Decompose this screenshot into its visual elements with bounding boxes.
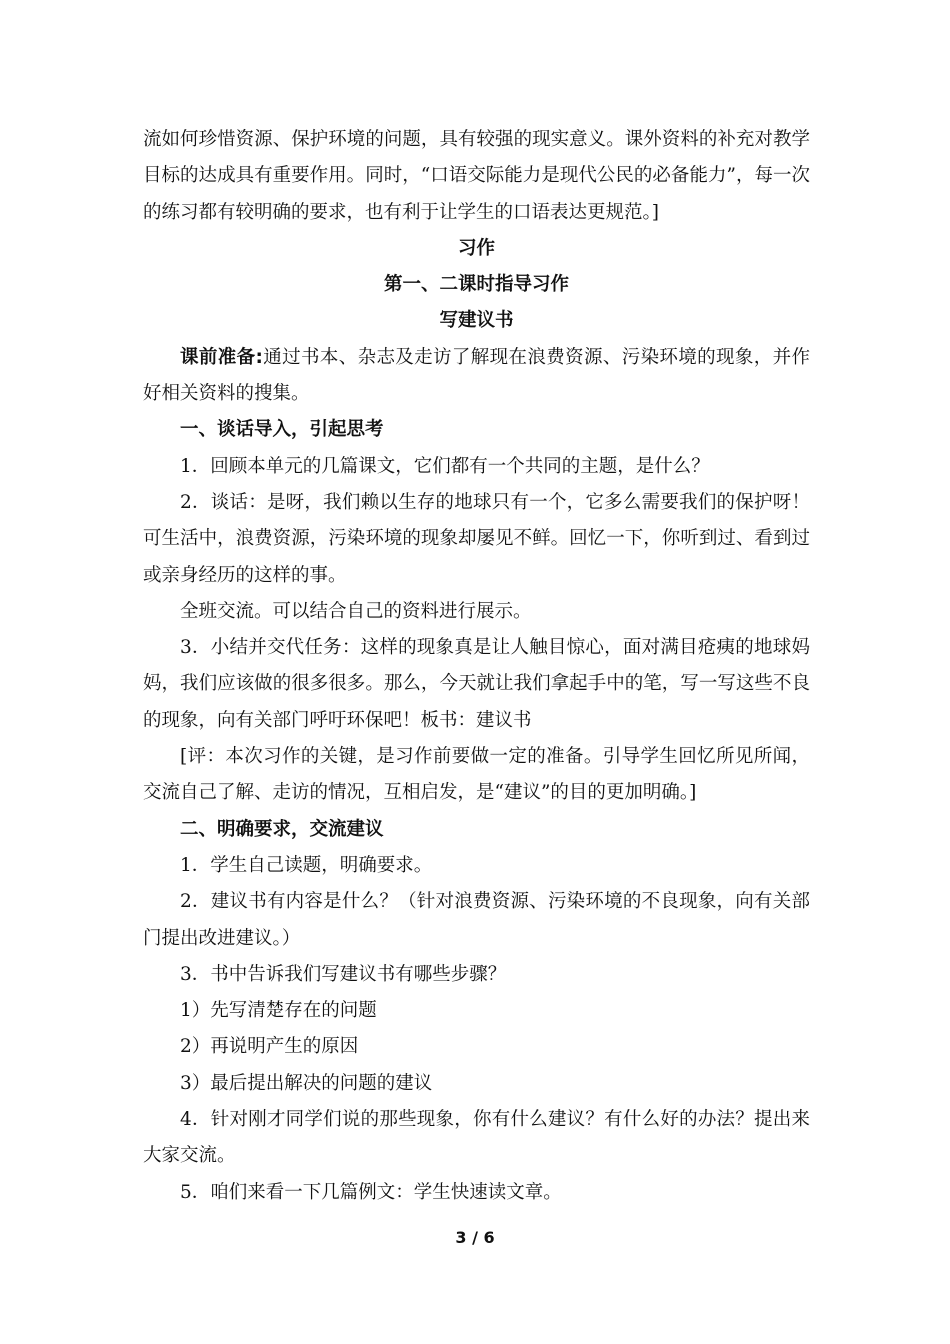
topic-title: 写建议书 [439,310,514,332]
step-paragraph: 全班交流。可以结合自己的资料进行展示。 [180,600,532,622]
step-paragraph: 3．书中告诉我们写建议书有哪些步骤？ [180,963,507,985]
comment-paragraph: [评：本次习作的关键，是习作前要做一定的准备。引导学生回忆所见所闻，交流自己了解、走访的情况，互相启发，是“建议”的目的更加明确。] [143,746,810,804]
prep-label: 课前准备: [180,346,263,368]
step-paragraph: 1．学生自己读题，明确要求。 [180,854,433,876]
step-paragraph: 2．建议书有内容是什么？（针对浪费资源、污染环境的不良现象，向有关部门提出改进建议。） [143,891,810,949]
list-item: 2）再说明产生的原因 [180,1036,359,1058]
step-paragraph: 3．小结并交代任务：这样的现象真是让人触目惊心，面对满目疮痍的地球妈妈，我们应该做的很多很多。那么，今天就让我们拿起手中的笔，写一写这些不良的现象，向有关部门呼吁环保吧！板书：建议书 [143,637,810,731]
list-item: 3）最后提出解决的问题的建议 [180,1072,433,1094]
step-paragraph: 4．针对刚才同学们说的那些现象，你有什么建议？有什么好的办法？提出来大家交流。 [143,1109,810,1167]
step-paragraph: 5．咱们来看一下几篇例文：学生快速读文章。 [180,1181,562,1203]
heading-two: 二、明确要求，交流建议 [180,818,384,840]
prep-text: 通过书本、杂志及走访了解现在浪费资源、污染环境的现象，并作好相关资料的搜集。 [143,346,810,405]
document-body [143,122,810,1211]
step-paragraph: 2．谈话：是呀，我们赖以生存的地球只有一个，它多么需要我们的保护呀！可生活中，浪费资源，污染环境的现象却屡见不鲜。回忆一下，你听到过、看到过或亲身经历的这样的事。 [143,491,810,586]
section-title: 习作 [457,237,495,259]
step-paragraph: 1．回顾本单元的几篇课文，它们都有一个共同的主题，是什么？ [180,455,710,477]
list-item: 1）先写清楚存在的问题 [180,1000,377,1022]
prep-paragraph [143,340,810,413]
lesson-title: 第一、二课时指导习作 [383,274,569,296]
paragraph-continuation: 流如何珍惜资源、保护环境的问题，具有较强的现实意义。课外资料的补充对教学目标的达成具有重要作用。同时，“口语交际能力是现代公民的必备能力”，每一次的练习都有较明确的要求，也有利于让学生的口语表达更规范。] [143,129,810,223]
heading-one: 一、谈话导入，引起思考 [180,419,384,441]
page-number: 3 / 6 [455,1228,495,1247]
